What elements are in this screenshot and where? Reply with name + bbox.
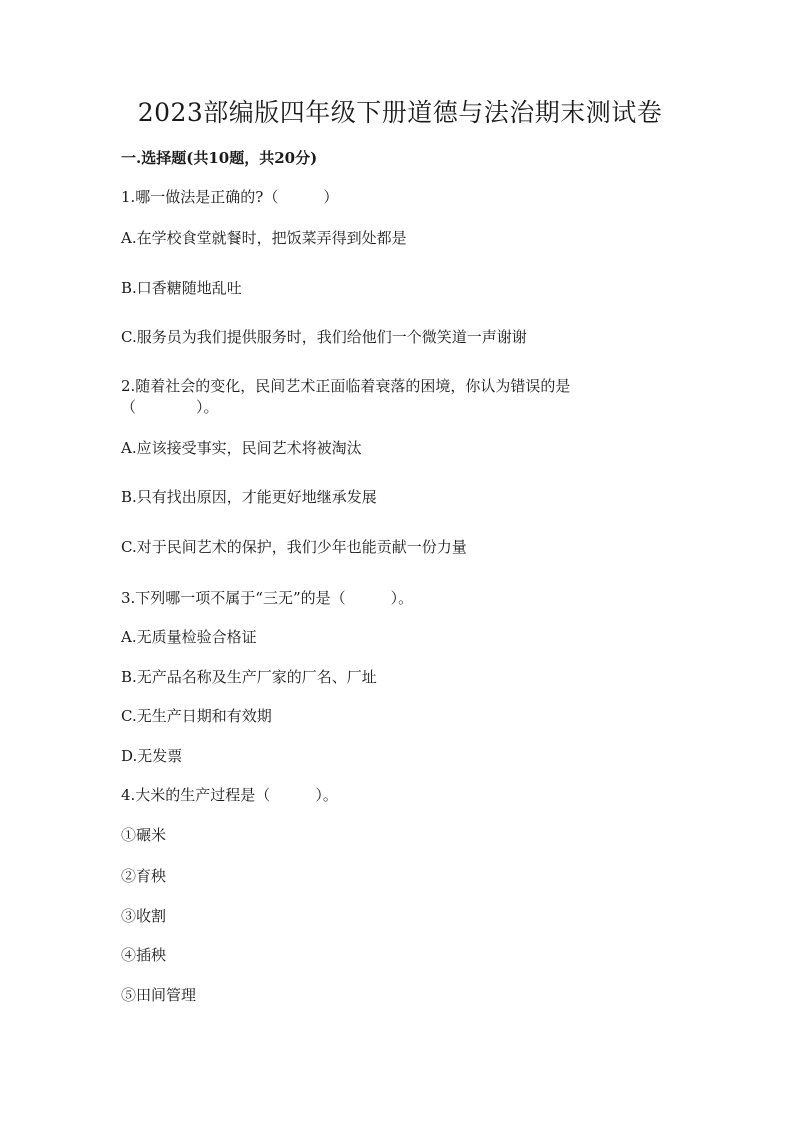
- question-4-item-2: ②育秧: [121, 867, 167, 885]
- question-4-item-4: ④插秧: [121, 946, 167, 964]
- question-1-option-b: B.口香糖随地乱吐: [121, 279, 242, 297]
- question-2-option-b: B.只有找出原因，才能更好地继承发展: [121, 488, 377, 506]
- question-2-option-a: A.应该接受事实，民间艺术将被淘汰: [121, 439, 362, 457]
- question-1-option-a: A.在学校食堂就餐时，把饭菜弄得到处都是: [121, 229, 407, 247]
- question-4-item-1: ①碾米: [121, 826, 167, 844]
- page-title: 2023部编版四年级下册道德与法治期末测试卷: [137, 98, 663, 127]
- question-3-stem: 3.下列哪一项不属于“三无”的是（ ）。: [121, 589, 414, 607]
- question-2-stem: 2.随着社会的变化，民间艺术正面临着衰落的困境，你认为错误的是: [121, 377, 571, 395]
- question-1-stem: 1.哪一做法是正确的?（ ）: [121, 188, 339, 206]
- question-4-stem: 4.大米的生产过程是（ ）。: [121, 786, 338, 804]
- question-4-item-5: ⑤田间管理: [121, 986, 197, 1004]
- question-1-option-c: C.服务员为我们提供服务时，我们给他们一个微笑道一声谢谢: [121, 328, 527, 346]
- question-3-option-c: C.无生产日期和有效期: [121, 707, 272, 725]
- question-3-option-b: B.无产品名称及生产厂家的厂名、厂址: [121, 668, 377, 686]
- question-3-option-d: D.无发票: [121, 747, 183, 765]
- section-heading: 一.选择题(共10题，共20分): [121, 149, 318, 167]
- question-3-option-a: A.无质量检验合格证: [121, 628, 257, 646]
- question-2-stem-continued: （ ）。: [121, 398, 219, 416]
- question-4-item-3: ③收割: [121, 907, 167, 925]
- question-2-option-c: C.对于民间艺术的保护，我们少年也能贡献一份力量: [121, 538, 467, 556]
